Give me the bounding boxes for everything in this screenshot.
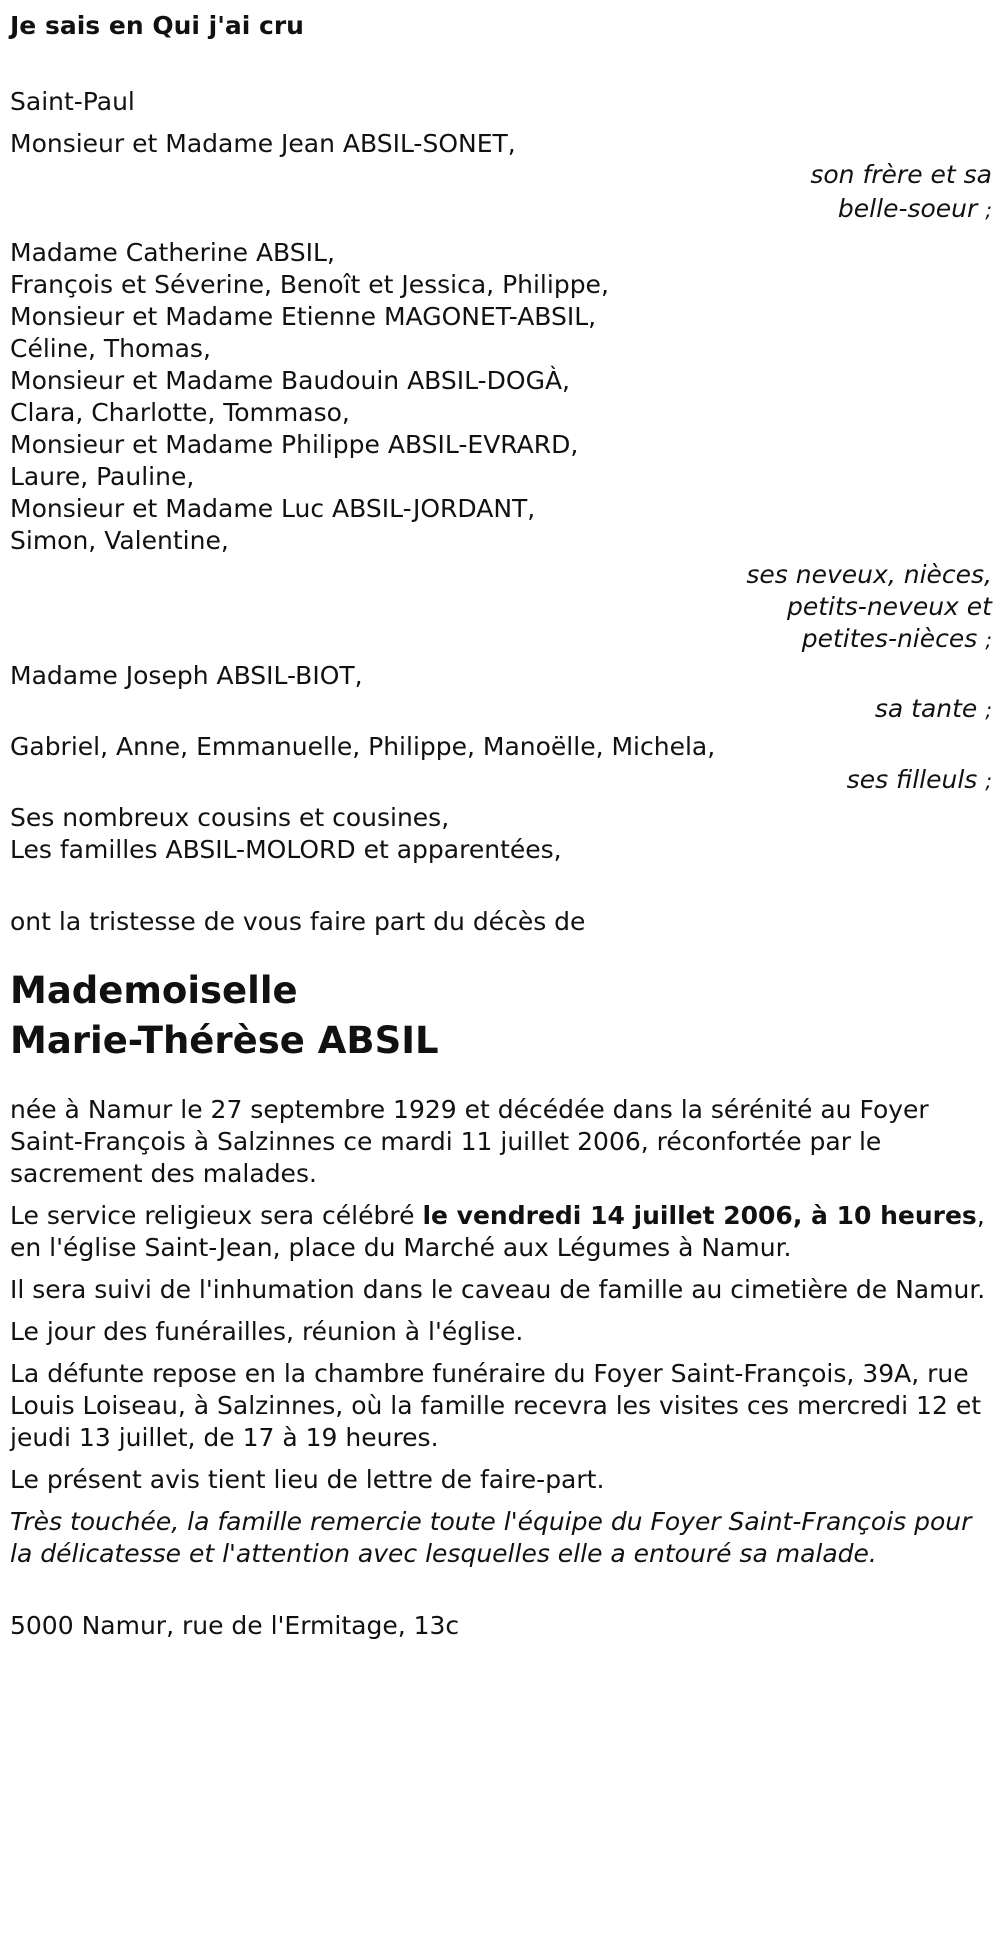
nephews-role-3	[10, 623, 992, 656]
brother-role-line-2: belle-soeur	[837, 194, 978, 223]
meeting-paragraph: Le jour des funérailles, réunion à l'église.	[10, 1317, 524, 1346]
family-aunt: Madame Joseph ABSIL-BIOT,	[10, 661, 363, 690]
aunt-role-text: sa tante	[874, 694, 978, 723]
brother-role-line-1: son frère et sa	[810, 160, 992, 189]
deceased-title: Mademoiselle	[10, 969, 298, 1012]
service-paragraph	[10, 1200, 988, 1264]
service-text-post: , en l'église Saint-Jean, place du Marché aux Légumes à Namur.	[10, 1201, 985, 1262]
citation: Saint-Paul	[10, 87, 135, 116]
nephew-line: Clara, Charlotte, Tommaso,	[10, 398, 350, 427]
family-families: Les familles ABSIL-MOLORD et apparentées,	[10, 835, 562, 864]
nephews-role-2: petits-neveux et	[786, 592, 992, 621]
nephews-role-line-3: petites-nièces	[801, 624, 978, 653]
semicolon: ;	[985, 198, 992, 222]
obituary-content	[10, 0, 992, 1646]
godchildren-role-text: ses filleuls	[846, 765, 978, 794]
announcement: ont la tristesse de vous faire part du décès de	[10, 907, 586, 936]
nephews-role-1: ses neveux, nièces,	[746, 560, 992, 589]
epigraph: Je sais en Qui j'ai cru	[10, 11, 304, 40]
family-cousins: Ses nombreux cousins et cousines,	[10, 803, 450, 832]
birth-paragraph: née à Namur le 27 septembre 1929 et décédée dans la sérénité au Foyer Saint-François à Salzinnes ce mardi 11 juillet 2006, réconfortée par le sacrement des malades.	[10, 1095, 929, 1188]
nephews-list	[10, 237, 992, 557]
family-brother: Monsieur et Madame Jean ABSIL-SONET,	[10, 129, 516, 158]
deceased-name: Marie-Thérèse ABSIL	[10, 1019, 439, 1062]
nephew-line: Monsieur et Madame Philippe ABSIL-EVRARD,	[10, 430, 579, 459]
viewing-paragraph: La défunte repose en la chambre funéraire du Foyer Saint-François, 39A, rue Louis Loiseau, à Salzinnes, où la famille recevra les visites ces mercredi 12 et jeudi 13 juillet, de 17 à 19 heures.	[10, 1359, 981, 1452]
nephew-line: Monsieur et Madame Etienne MAGONET-ABSIL,	[10, 302, 597, 331]
nephew-line: Laure, Pauline,	[10, 462, 195, 491]
aunt-role	[10, 694, 992, 725]
burial-paragraph: Il sera suivi de l'inhumation dans le caveau de famille au cimetière de Namur.	[10, 1275, 986, 1304]
notice-paragraph: Le présent avis tient lieu de lettre de faire-part.	[10, 1465, 605, 1494]
nephew-line: François et Séverine, Benoît et Jessica, Philippe,	[10, 270, 609, 299]
brother-role-2	[10, 192, 992, 227]
nephew-line: Monsieur et Madame Baudouin ABSIL-DOGÀ,	[10, 366, 570, 395]
nephew-line: Céline, Thomas,	[10, 334, 211, 363]
service-text-pre: Le service religieux sera célébré	[10, 1201, 423, 1230]
semicolon: ;	[985, 698, 992, 722]
semicolon: ;	[985, 769, 992, 793]
nephew-line: Madame Catherine ABSIL,	[10, 238, 335, 267]
nephew-line: Simon, Valentine,	[10, 526, 229, 555]
deceased-name-block	[10, 966, 992, 1066]
thanks-paragraph: Très touchée, la famille remercie toute l'équipe du Foyer Saint-François pour la délicatesse et l'attention avec lesquelles elle a entouré sa malade.	[10, 1507, 972, 1568]
address: 5000 Namur, rue de l'Ermitage, 13c	[10, 1611, 460, 1640]
family-godchildren: Gabriel, Anne, Emmanuelle, Philippe, Manoëlle, Michela,	[10, 732, 716, 761]
nephew-line: Monsieur et Madame Luc ABSIL-JORDANT,	[10, 494, 536, 523]
semicolon: ;	[985, 628, 992, 652]
godchildren-role	[10, 765, 992, 796]
service-date: le vendredi 14 juillet 2006, à 10 heures	[422, 1201, 977, 1230]
